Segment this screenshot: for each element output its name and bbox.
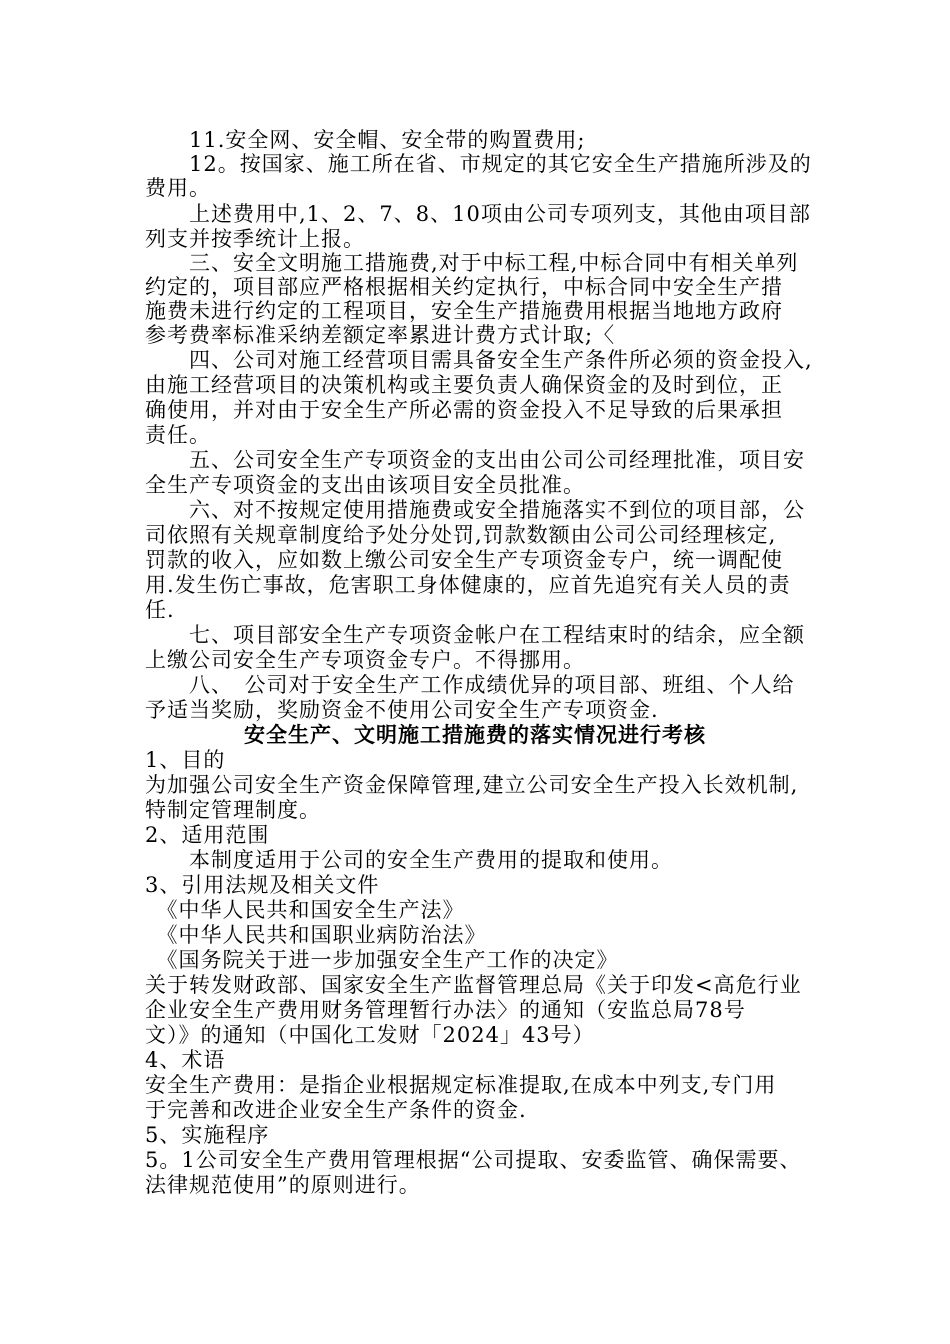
text-line: 参考费率标准采纳差额定率累进计费方式计取;〈	[145, 323, 616, 347]
text-line: 《国务院关于进一步加强安全生产工作的决定》	[145, 948, 619, 972]
text-line: 11.安全网、安全帽、安全带的购置费用;	[145, 128, 586, 152]
text-line: 12。按国家、施工所在省、市规定的其它安全生产措施所涉及的	[145, 152, 812, 176]
text-line: 4、术语	[145, 1048, 226, 1072]
text-line: 安全生产费用：是指企业根据规定标准提取,在成本中列支,专门用	[145, 1073, 777, 1097]
text-line: 列支并按季统计上报。	[145, 227, 365, 251]
text-line: 费用。	[145, 176, 211, 200]
text-line: 八、 公司对于安全生产工作成绩优异的项目部、班组、个人给	[145, 673, 795, 697]
text-line: 五、公司安全生产专项资金的支出由公司公司经理批准，项目安	[145, 448, 805, 472]
text-line: 企业安全生产费用财务管理暂行办法〉的通知（安监总局78号	[145, 998, 746, 1022]
text-line: 全生产专项资金的支出由该项目安全员批准。	[145, 473, 585, 497]
text-line: 七、项目部安全生产专项资金帐户在工程结束时的结余，应全额	[145, 623, 805, 647]
text-line: 本制度适用于公司的安全生产费用的提取和使用。	[145, 848, 673, 872]
text-line: 用.发生伤亡事故，危害职工身体健康的，应首先追究有关人员的责	[145, 573, 791, 597]
text-line: 特制定管理制度。	[145, 798, 321, 822]
text-line: 3、引用法规及相关文件	[145, 873, 380, 897]
text-line: 文）》的通知（中国化工发财「2024」43号）	[145, 1023, 595, 1047]
text-line: 上述费用中,1、2、7、8、10项由公司专项列支，其他由项目部	[145, 202, 811, 226]
text-line: 上缴公司安全生产专项资金专户。不得挪用。	[145, 648, 585, 672]
text-line: 5。1公司安全生产费用管理根据“公司提取、安委监管、确保需要、	[145, 1148, 802, 1172]
text-line: 关于转发财政部、国家安全生产监督管理总局《关于印发<高危行业	[145, 973, 802, 997]
text-line: 由施工经营项目的决策机构或主要负责人确保资金的及时到位，正	[145, 373, 783, 397]
text-line: 为加强公司安全生产资金保障管理,建立公司安全生产投入长效机制,	[145, 773, 799, 797]
text-line: 罚款的收入，应如数上缴公司安全生产专项资金专户，统一调配使	[145, 548, 783, 572]
text-line: 六、对不按规定使用措施费或安全措施落实不到位的项目部，公	[145, 498, 805, 522]
text-line: 2、适用范围	[145, 823, 270, 847]
text-line: 5、实施程序	[145, 1123, 270, 1147]
text-line: 四、公司对施工经营项目需具备安全生产条件所必须的资金投入,	[145, 348, 813, 372]
text-line: 1、目的	[145, 748, 226, 772]
text-line: 责任。	[145, 423, 211, 447]
text-line: 法律规范使用”的原则进行。	[145, 1173, 421, 1197]
text-line: 约定的，项目部应严格根据相关约定执行，中标合同中安全生产措	[145, 275, 783, 299]
text-line: 施费未进行约定的工程项目，安全生产措施费用根据当地地方政府	[145, 299, 783, 323]
text-line: 司依照有关规章制度给予处分处罚,罚款数额由公司公司经理核定,	[145, 523, 777, 547]
text-line: 确使用，并对由于安全生产所必需的资金投入不足导致的后果承担	[145, 398, 783, 422]
section-heading: 安全生产、文明施工措施费的落实情况进行考核	[244, 722, 706, 747]
text-line: 三、安全文明施工措施费,对于中标工程,中标合同中有相关单列	[145, 251, 799, 275]
text-line: 《中华人民共和国职业病防治法》	[145, 923, 487, 947]
text-line: 予适当奖励，奖励资金不使用公司安全生产专项资金.	[145, 698, 659, 722]
text-line: 任.	[145, 598, 175, 622]
text-line: 于完善和改进企业安全生产条件的资金.	[145, 1098, 527, 1122]
text-line: 《中华人民共和国安全生产法》	[145, 898, 465, 922]
